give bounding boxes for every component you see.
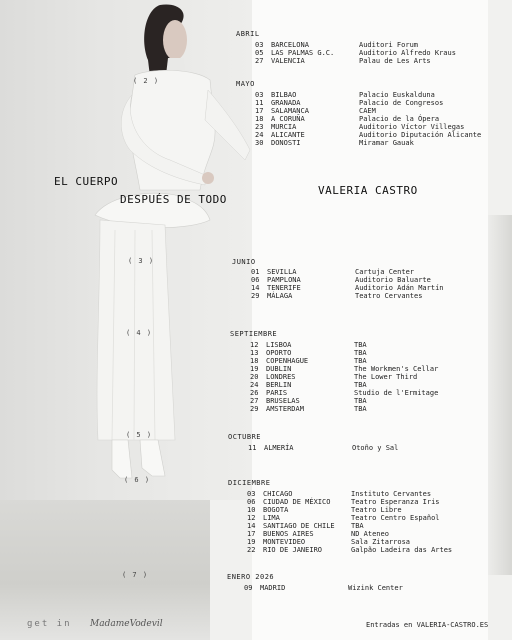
tour-date-venue: Auditorio Alfredo Kraus [359,49,456,57]
marker-5: ( 5 ) [126,431,153,439]
marker-2: ( 2 ) [133,77,160,85]
tour-date-venue: TBA [354,405,367,413]
tour-date-city: BERLIN [266,381,292,389]
tour-date-city: BUENOS AIRES [263,530,314,538]
tour-date-city: MONTEVIDEO [263,538,306,546]
tour-date-day: 19 [250,365,259,373]
tour-date-row [244,584,403,592]
tour-date-city: BILBAO [271,91,297,99]
tour-date-day: 22 [247,546,256,554]
tour-date-venue: Auditorio Diputación Alicante [359,131,482,139]
tour-date-venue: Galpão Ladeira das Artes [351,546,453,554]
artist-name: VALERIA CASTRO [318,184,418,197]
tour-date-day: 12 [247,514,256,522]
tour-date-day: 10 [247,506,256,514]
tour-date-city: LISBOA [266,341,292,349]
tour-date-day: 03 [255,41,264,49]
tour-date-row [250,389,439,397]
marker-3: ( 3 ) [128,257,155,265]
tour-date-day: 24 [255,131,264,139]
tour-date-row [247,530,389,538]
tour-date-venue: Palacio Euskalduna [359,91,435,99]
tour-date-row [250,365,439,373]
tour-date-row [255,49,456,57]
tour-date-day: 11 [255,99,264,107]
tour-date-city: BRUSELAS [266,397,300,405]
tour-date-venue: TBA [354,349,367,357]
month-enero: ENERO 2026 [227,573,275,581]
tour-date-day: 01 [251,268,260,276]
tour-date-city: A CORUÑA [271,115,305,123]
tour-date-city: CHICAGO [263,490,293,498]
tour-date-venue: Otoño y Sal [352,444,399,452]
tickets-link[interactable]: Entradas en VALERIA-CASTRO.ES [366,621,489,629]
tour-date-venue: TBA [354,397,367,405]
month-abril: ABRIL [236,30,260,38]
artist-photo [0,0,260,500]
tour-date-venue: Auditori Forum [359,41,419,49]
tour-date-day: 17 [247,530,256,538]
tour-date-city: PAMPLONA [267,276,301,284]
tour-date-venue: Studio de l'Ermitage [354,389,439,397]
tour-date-day: 24 [250,381,259,389]
tour-date-row [250,373,418,381]
tour-date-row [251,292,423,300]
tour-date-day: 14 [247,522,256,530]
tour-date-city: MÁLAGA [267,292,293,300]
tour-date-day: 27 [255,57,264,65]
tour-date-day: 29 [251,292,260,300]
tour-date-city: COPENHAGUE [266,357,309,365]
tour-date-venue: The Lower Third [354,373,418,381]
tour-date-day: 13 [250,349,259,357]
tour-date-venue: Miramar Gauak [359,139,414,147]
tour-date-row [247,490,432,498]
tour-date-row [247,546,453,554]
month-junio: JUNIO [232,258,256,266]
tour-date-city: LONDRES [266,373,296,381]
tour-date-city: CIUDAD DE MÉXICO [263,498,331,506]
tour-date-day: 26 [250,389,259,397]
tour-date-day: 29 [250,405,259,413]
tour-date-row [250,397,367,405]
tour-date-venue: Palacio de Congresos [359,99,444,107]
tour-date-venue: The Workmen's Cellar [354,365,439,373]
tour-date-row [247,538,411,546]
tour-date-venue: ND Ateneo [351,530,389,538]
tour-date-row [248,444,399,452]
tour-date-row [255,139,414,147]
tour-date-city: DUBLIN [266,365,292,373]
tour-date-venue: Palau de Les Arts [359,57,431,65]
marker-7: ( 7 ) [122,571,149,579]
month-septiembre: SEPTIEMBRE [230,330,278,338]
tour-date-day: 14 [251,284,260,292]
tour-date-city: RIO DE JANEIRO [263,546,323,554]
tour-date-venue: Teatro Centro Español [351,514,440,522]
tour-date-venue: TBA [354,341,367,349]
tour-date-row [247,506,402,514]
tour-date-venue: Wizink Center [348,584,403,592]
tour-date-day: 06 [251,276,260,284]
tour-date-city: SANTIAGO DE CHILE [263,522,335,530]
tour-date-day: 03 [247,490,256,498]
tour-date-city: BOGOTA [263,506,289,514]
tour-date-row [255,99,444,107]
tour-date-city: ALICANTE [271,131,305,139]
tour-date-row [251,268,415,276]
tour-date-city: SEVILLA [267,268,297,276]
tour-date-venue: TBA [351,522,364,530]
month-diciembre: DICIEMBRE [228,479,271,487]
tour-date-day: 27 [250,397,259,405]
tour-date-city: OPORTO [266,349,292,357]
tour-date-day: 05 [255,49,264,57]
tour-date-row [250,349,367,357]
tour-date-venue: CAEM [359,107,376,115]
month-octubre: OCTUBRE [228,433,262,441]
tour-date-row [255,131,482,139]
tour-date-venue: Teatro Cervantes [355,292,423,300]
tour-date-day: 12 [250,341,259,349]
tour-date-venue: Auditorio Víctor Villegas [359,123,465,131]
tour-date-row [247,522,364,530]
tour-date-city: MADRID [260,584,286,592]
tour-date-venue: Auditorio Baluarte [355,276,431,284]
tour-date-venue: Cartuja Center [355,268,415,276]
tour-date-venue: Auditorio Adán Martín [355,284,444,292]
tour-date-row [251,276,431,284]
getin-logo: get in [27,619,72,629]
tour-date-row [255,107,376,115]
marker-6: ( 6 ) [124,476,151,484]
tour-date-venue: TBA [354,357,367,365]
tour-date-city: VALENCIA [271,57,305,65]
tour-date-venue: Instituto Cervantes [351,490,432,498]
tour-date-day: 20 [250,373,259,381]
tour-date-row [247,498,440,506]
tour-date-row [255,115,440,123]
tour-date-row [250,405,367,413]
tour-date-city: LAS PALMAS G.C. [271,49,335,57]
madamevodevil-logo: MadameVodevil [90,619,163,629]
tour-date-day: 18 [255,115,264,123]
tour-date-row [250,381,367,389]
tour-date-city: GRANADA [271,99,301,107]
tour-date-row [255,57,431,65]
tour-date-city: DONOSTI [271,139,301,147]
month-mayo: MAYO [236,80,255,88]
title-line-2: DESPUÉS DE TODO [120,193,227,206]
tour-date-day: 17 [255,107,264,115]
tour-date-city: PARIS [266,389,288,397]
tour-date-day: 23 [255,123,264,131]
tour-date-city: BARCELONA [271,41,309,49]
tour-date-day: 30 [255,139,264,147]
tour-date-city: LIMA [263,514,280,522]
tour-date-venue: Teatro Libre [351,506,402,514]
tour-date-row [255,123,465,131]
tour-date-city: SALAMANCA [271,107,309,115]
tour-date-row [250,357,367,365]
tour-date-day: 19 [247,538,256,546]
tour-date-day: 06 [247,498,256,506]
tour-date-day: 09 [244,584,253,592]
tour-date-city: MURCIA [271,123,297,131]
title-line-1: EL CUERPO [54,175,119,188]
tour-date-city: TENERIFE [267,284,301,292]
tour-date-venue: TBA [354,381,367,389]
tour-date-row [255,41,419,49]
tour-date-row [255,91,435,99]
tour-date-venue: Teatro Esperanza Iris [351,498,440,506]
tour-date-city: AMSTERDAM [266,405,304,413]
tour-date-venue: Palacio de la Ópera [359,115,440,123]
tour-date-day: 11 [248,444,257,452]
tour-date-row [247,514,440,522]
marker-4: ( 4 ) [126,329,153,337]
tour-date-day: 03 [255,91,264,99]
tour-date-row [250,341,367,349]
tour-date-city: ALMERÍA [264,444,294,452]
tour-date-day: 18 [250,357,259,365]
photo-edge-background [484,215,512,575]
tour-date-venue: Sala Zitarrosa [351,538,411,546]
tour-date-row [251,284,444,292]
